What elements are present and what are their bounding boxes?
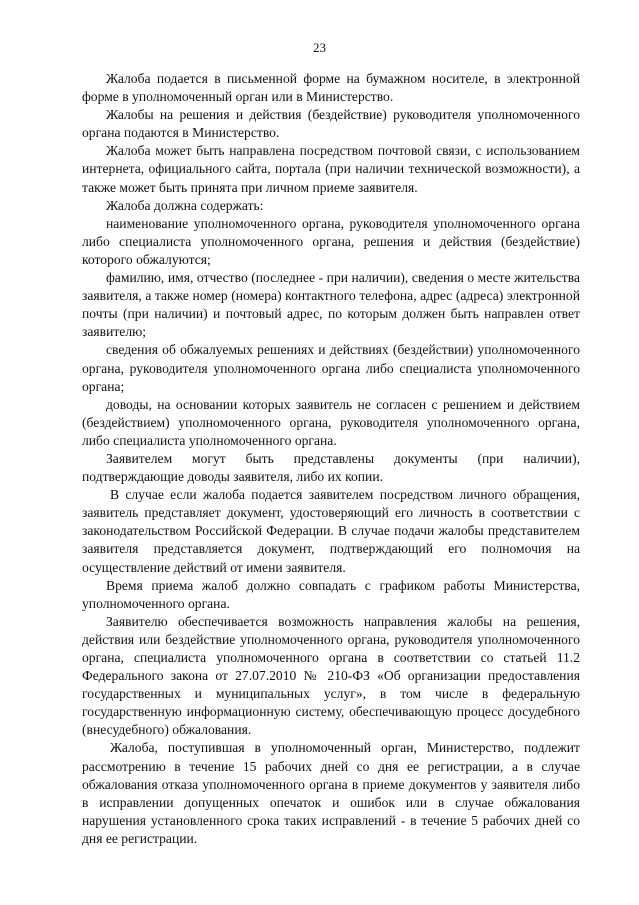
paragraph: Жалоба может быть направлена посредством почтовой связи, с использованием интернета, официального сайта, портала (при наличии технической возможности), а также может быть принята при личном приеме заявителя. [82, 143, 580, 195]
paragraph: доводы, на основании которых заявитель не согласен с решением и действием (бездействием) уполномоченного органа, руководителя уполномоченного органа, либо специалиста уполномоченного органа. [82, 396, 580, 448]
document-body [82, 70, 580, 848]
paragraph: наименование уполномоченного органа, руководителя уполномоченного органа либо специалиста уполномоченного органа, решения и действия (бездействие) которого обжалуются; [82, 215, 580, 267]
paragraph: Жалобы на решения и действия (бездействие) руководителя уполномоченного органа подаются в Министерство. [82, 107, 580, 141]
paragraph: фамилию, имя, отчество (последнее - при наличии), сведения о месте жительства заявителя, а также номер (номера) контактного телефона, адрес (адреса) электронной почты (при наличии) и почтовый адрес, по которым должен быть направлен ответ заявителю; [82, 270, 580, 340]
paragraph: В случае если жалоба подается заявителем посредством личного обращения, заявитель представляет документ, удостоверяющий его личность в соответствии с законодательством Российской Федерации. В случае подачи жалобы представителем заявителя представляется документ, подтверждающий его полномочия на осуществление действий от имени заявителя. [82, 487, 580, 575]
paragraph: Жалоба должна содержать: [106, 197, 264, 213]
paragraph: Время приема жалоб должно совпадать с графиком работы Министерства, уполномоченного органа. [82, 577, 580, 611]
paragraph: Заявителем могут быть представлены документы (при наличии), подтверждающие доводы заявителя, либо их копии. [82, 450, 580, 485]
paragraph: Заявителю обеспечивается возможность направления жалобы на решения, действия или бездействие уполномоченного органа, руководителя уполномоченного органа, специалиста уполномоченного органа в соответствии со статьей 11.2 Федерального закона от 27.07.2010 № 210-ФЗ «Об организации предоставления государственных и муниципальных услуг», в том числе в федеральную государственную информационную систему, обеспечивающую процесс досудебного (внесудебного) обжалования. [82, 613, 580, 738]
paragraph: Жалоба, поступившая в уполномоченный орган, Министерство, подлежит рассмотрению в течение 15 рабочих дней со дня ее регистрации, а в случае обжалования отказа уполномоченного органа в приеме документов у заявителя либо в исправлении допущенных опечаток и ошибок или в случае обжалования нарушения установленного срока таких исправлений - в течение 5 рабочих дней со дня ее регистрации. [82, 740, 580, 846]
paragraph: сведения об обжалуемых решениях и действиях (бездействии) уполномоченного органа, руководителя уполномоченного органа либо специалиста уполномоченного органа; [82, 342, 580, 394]
page-number: 23 [313, 40, 326, 55]
paragraph: Жалоба подается в письменной форме на бумажном носителе, в электронной форме в уполномоченный орган или в Министерство. [82, 71, 580, 105]
